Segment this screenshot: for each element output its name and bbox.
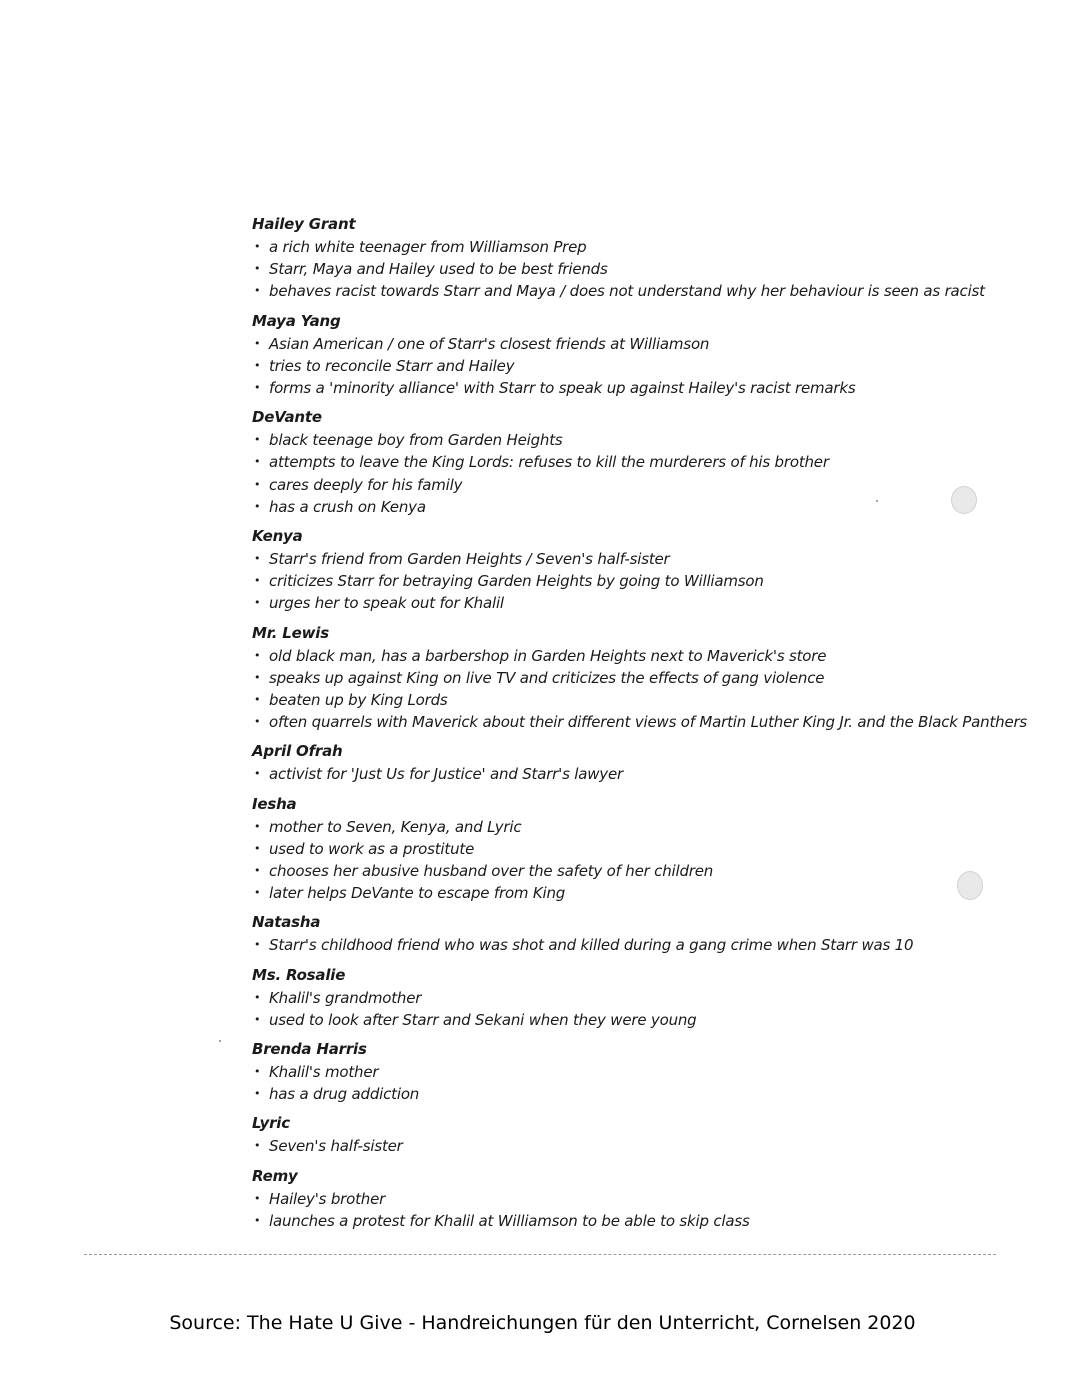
paper-dot bbox=[876, 500, 878, 502]
character-name: Remy bbox=[252, 1166, 298, 1185]
trait-item: • a rich white teenager from Williamson Prep bbox=[252, 236, 992, 258]
character-traits bbox=[252, 816, 992, 905]
trait-item: • mother to Seven, Kenya, and Lyric bbox=[252, 816, 992, 838]
trait-item: • Seven's half-sister bbox=[252, 1135, 992, 1157]
character-traits bbox=[252, 934, 992, 956]
character-name: Brenda Harris bbox=[252, 1040, 367, 1059]
character-traits bbox=[252, 333, 992, 400]
character-name: April Ofrah bbox=[252, 742, 343, 761]
trait-item: • has a drug addiction bbox=[252, 1083, 992, 1105]
character-entry bbox=[252, 1111, 992, 1157]
trait-item: • used to look after Starr and Sekani when they were young bbox=[252, 1009, 992, 1031]
character-name: DeVante bbox=[252, 408, 322, 427]
character-traits bbox=[252, 987, 992, 1031]
character-entry bbox=[252, 212, 992, 303]
character-entry bbox=[252, 405, 992, 518]
character-entry bbox=[252, 309, 992, 400]
trait-item: • Khalil's mother bbox=[252, 1061, 992, 1083]
character-traits bbox=[252, 763, 992, 785]
paper-speck bbox=[957, 871, 983, 900]
character-traits bbox=[252, 548, 992, 615]
trait-item: • criticizes Starr for betraying Garden Heights by going to Williamson bbox=[252, 570, 992, 592]
trait-item: • cares deeply for his family bbox=[252, 474, 992, 496]
character-name: Hailey Grant bbox=[252, 215, 356, 233]
character-name: Mr. Lewis bbox=[252, 623, 329, 642]
character-name: Kenya bbox=[252, 527, 303, 546]
trait-item: • often quarrels with Maverick about their different views of Martin Luther King Jr. and the Black Panthers bbox=[252, 711, 992, 733]
trait-item: • chooses her abusive husband over the safety of her children bbox=[252, 860, 992, 882]
character-name: Natasha bbox=[252, 913, 321, 932]
trait-item: • Asian American / one of Starr's closest friends at Williamson bbox=[252, 333, 992, 355]
trait-item: • Starr, Maya and Hailey used to be best friends bbox=[252, 258, 992, 280]
footer-divider bbox=[84, 1254, 996, 1255]
trait-item: • urges her to speak out for Khalil bbox=[252, 592, 992, 614]
character-entry bbox=[252, 621, 1028, 734]
trait-item: • used to work as a prostitute bbox=[252, 838, 992, 860]
trait-item: • Starr's childhood friend who was shot and killed during a gang crime when Starr was 10 bbox=[252, 934, 992, 956]
character-entry bbox=[252, 910, 992, 956]
character-traits bbox=[252, 1188, 992, 1232]
character-name: Iesha bbox=[252, 794, 297, 813]
paper-speck bbox=[951, 486, 977, 514]
trait-item: • behaves racist towards Starr and Maya / does not understand why her behaviour is seen as racist bbox=[252, 280, 992, 302]
character-entry bbox=[252, 1037, 992, 1105]
trait-item: • attempts to leave the King Lords: refuses to kill the murderers of his brother bbox=[252, 451, 992, 473]
character-list bbox=[252, 212, 1028, 1238]
character-traits bbox=[252, 1135, 992, 1157]
character-traits bbox=[252, 236, 992, 303]
character-entry bbox=[252, 524, 992, 615]
trait-item: • black teenage boy from Garden Heights bbox=[252, 429, 992, 451]
character-traits bbox=[252, 645, 1028, 734]
character-entry bbox=[252, 1164, 992, 1232]
source-citation: Source: The Hate U Give - Handreichungen für den Unterricht, Cornelsen 2020 bbox=[169, 1312, 916, 1334]
character-entry bbox=[252, 963, 992, 1031]
trait-item: • tries to reconcile Starr and Hailey bbox=[252, 355, 992, 377]
trait-item: • speaks up against King on live TV and criticizes the effects of gang violence bbox=[252, 667, 992, 689]
trait-item: • Hailey's brother bbox=[252, 1188, 992, 1210]
character-name: Maya Yang bbox=[252, 311, 341, 330]
paper-dot bbox=[219, 1040, 221, 1042]
trait-item: • Starr's friend from Garden Heights / Seven's half-sister bbox=[252, 548, 992, 570]
trait-item: • later helps DeVante to escape from King bbox=[252, 882, 992, 904]
character-traits bbox=[252, 429, 992, 518]
trait-item: • forms a 'minority alliance' with Starr to speak up against Hailey's racist remarks bbox=[252, 377, 992, 399]
character-traits bbox=[252, 1061, 992, 1105]
character-name: Lyric bbox=[252, 1114, 290, 1133]
trait-item: • has a crush on Kenya bbox=[252, 496, 992, 518]
character-entry bbox=[252, 792, 992, 905]
trait-item: • activist for 'Just Us for Justice' and Starr's lawyer bbox=[252, 763, 992, 785]
trait-item: • Khalil's grandmother bbox=[252, 987, 992, 1009]
trait-item: • beaten up by King Lords bbox=[252, 689, 992, 711]
character-name: Ms. Rosalie bbox=[252, 965, 346, 984]
trait-item: • old black man, has a barbershop in Garden Heights next to Maverick's store bbox=[252, 645, 992, 667]
character-entry bbox=[252, 739, 992, 785]
trait-item: • launches a protest for Khalil at Williamson to be able to skip class bbox=[252, 1210, 992, 1232]
